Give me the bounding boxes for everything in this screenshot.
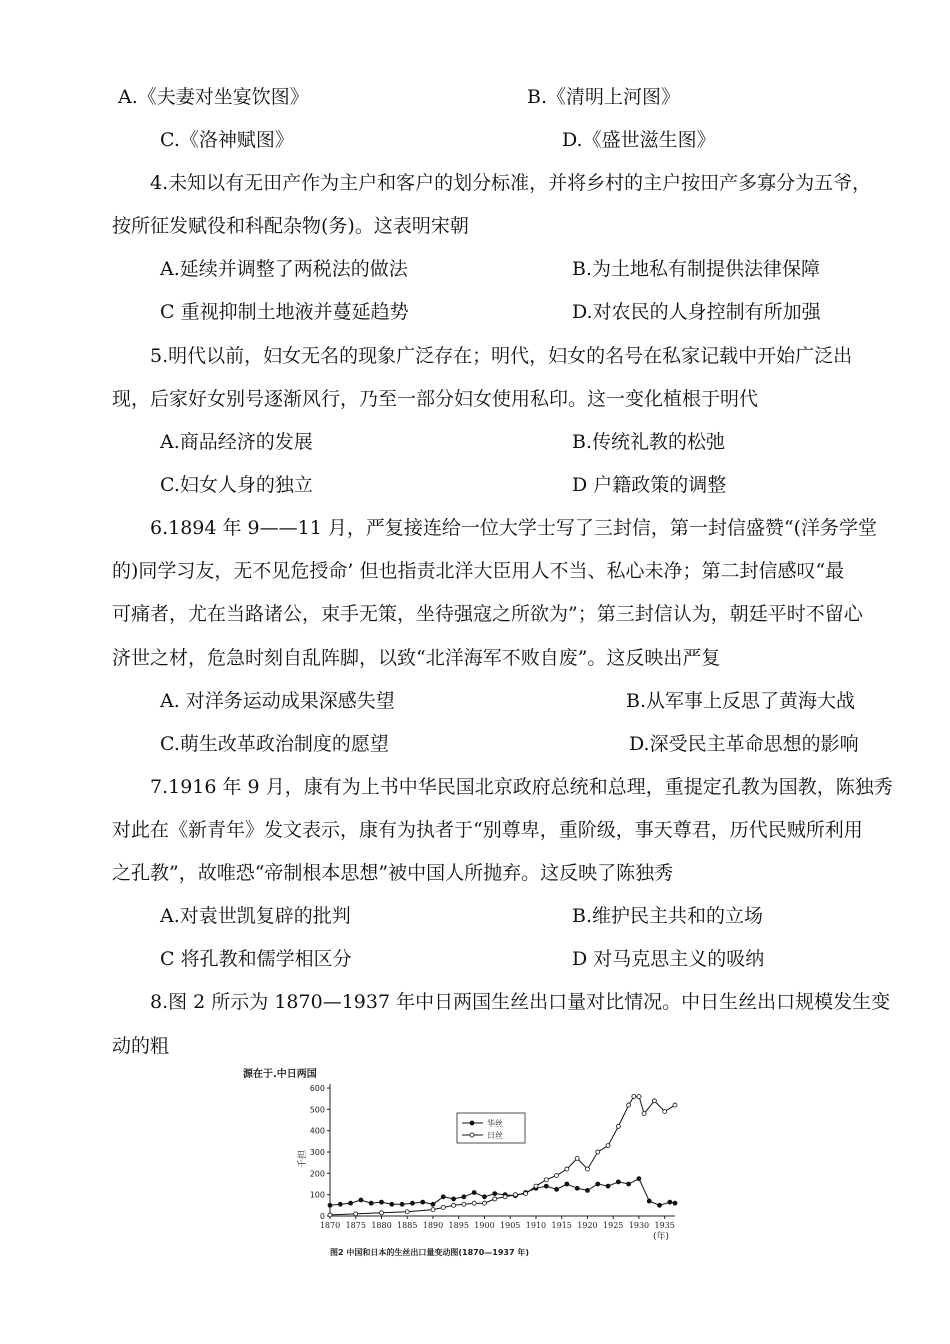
data-point (596, 1150, 600, 1154)
data-point (637, 1095, 641, 1099)
x-tick-label: 1915 (551, 1221, 572, 1230)
x-tick-label: 1935 (654, 1221, 675, 1230)
data-point (462, 1195, 466, 1199)
q3-option-a: A.《夫妻对坐宴饮图》 (118, 86, 309, 108)
data-point (524, 1192, 528, 1196)
silk-export-chart (235, 1063, 695, 1263)
q4-stem-line: 按所征发赋役和科配杂物(务)。这表明宋朝 (112, 215, 469, 237)
data-point (663, 1109, 667, 1113)
q5-stem-line: 现，后家好女别号逐渐风行，乃至一部分妇女使用私印。这一变化植根于明代 (112, 388, 759, 410)
data-point (431, 1202, 435, 1206)
data-point (544, 1178, 548, 1182)
y-tick-label: 100 (309, 1190, 325, 1200)
x-axis-label: (年) (653, 1232, 670, 1242)
x-tick-label: 1890 (422, 1221, 444, 1230)
data-point (379, 1211, 383, 1215)
x-tick-label: 1930 (628, 1221, 650, 1230)
data-point (452, 1203, 456, 1207)
data-point (359, 1198, 363, 1202)
x-tick-label: 1875 (345, 1221, 366, 1230)
data-point (565, 1167, 569, 1171)
data-point (585, 1188, 589, 1192)
q7-stem-line: 之孔教”，故唯恐“帝制根本思想”被中国人所抛弃。这反映了陈独秀 (112, 862, 674, 884)
data-point (642, 1112, 646, 1116)
data-point (472, 1201, 476, 1205)
data-point (462, 1202, 466, 1206)
q8-stem-line: 8.图 2 所示为 1870—1937 年中日两国生丝出口量对比情况。中日生丝出口规模发生变 (150, 991, 891, 1013)
chart-svg (235, 1063, 695, 1263)
data-point (658, 1203, 662, 1207)
data-point (575, 1186, 579, 1190)
q6-option-c: C.萌生改革政治制度的愿望 (160, 733, 389, 755)
data-point (354, 1212, 358, 1216)
q7-stem-line: 7.1916 年 9 月，康有为上书中华民国北京政府总统和总理，重提定孔教为国教，陈独秀 (150, 776, 893, 798)
y-axis-label: 千担 (298, 1149, 308, 1168)
x-tick-label: 1880 (371, 1221, 392, 1230)
x-tick-label: 1900 (474, 1221, 495, 1230)
data-point (575, 1156, 579, 1160)
data-point (627, 1103, 631, 1107)
data-point (431, 1208, 435, 1212)
data-point (555, 1187, 559, 1191)
q6-option-a: A. 对洋务运动成果深感失望 (160, 690, 395, 712)
data-point (616, 1180, 620, 1184)
x-tick-label: 1870 (319, 1221, 341, 1230)
data-point (482, 1201, 486, 1205)
y-tick-label: 200 (309, 1169, 325, 1179)
data-point (405, 1210, 409, 1214)
data-point (328, 1203, 332, 1207)
data-point (369, 1201, 373, 1205)
data-point (606, 1144, 610, 1148)
data-point (668, 1200, 672, 1204)
data-point (338, 1202, 342, 1206)
data-point (673, 1201, 677, 1205)
q5-option-d: D 户籍政策的调整 (572, 474, 727, 496)
data-point (349, 1201, 353, 1205)
q7-option-c: C 将孔教和儒学相区分 (160, 948, 352, 970)
q4-option-a: A.延续并调整了两税法的做法 (160, 258, 408, 280)
q5-option-a: A.商品经济的发展 (160, 431, 313, 453)
chart-title: 源在于.中日两国 (243, 1069, 317, 1080)
q7-option-a: A.对袁世凯复辟的批判 (160, 905, 351, 927)
data-point (673, 1103, 677, 1107)
q6-option-d: D.深受民主革命思想的影响 (629, 733, 859, 755)
data-point (596, 1182, 600, 1186)
figure-caption: 图2 中国和日本的生丝出口量变动图(1870—1937 年) (330, 1248, 529, 1257)
data-point (555, 1173, 559, 1177)
data-point (627, 1182, 631, 1186)
legend-label: 华丝 (487, 1119, 503, 1128)
legend-label: 日丝 (487, 1131, 503, 1140)
data-point (441, 1205, 445, 1209)
y-tick-label: 300 (309, 1148, 325, 1157)
y-tick-label: 400 (309, 1126, 325, 1136)
data-point (565, 1182, 569, 1186)
data-point (410, 1201, 414, 1205)
q6-option-b: B.从军事上反思了黄海大战 (626, 690, 856, 712)
q4-option-c: C 重视抑制土地液并蔓延趋势 (160, 301, 409, 323)
data-point (482, 1195, 486, 1199)
data-point (503, 1195, 507, 1199)
q5-option-b: B.传统礼教的松弛 (572, 431, 726, 453)
q3-option-d: D.《盛世滋生图》 (562, 129, 716, 151)
x-tick-label: 1925 (603, 1221, 624, 1230)
data-point (472, 1191, 476, 1195)
data-point (606, 1184, 610, 1188)
q6-stem-line: 可痛者，尤在当路诸公，束手无策，坐待强寇之所欲为”；第三封信认为，朝廷平时不留心 (112, 603, 863, 625)
data-point (647, 1199, 651, 1203)
data-point (652, 1099, 656, 1103)
data-point (513, 1193, 517, 1197)
x-tick-label: 1910 (525, 1221, 547, 1230)
q7-option-b: B.维护民主共和的立场 (572, 905, 764, 927)
legend-marker (470, 1121, 474, 1125)
data-point (493, 1197, 497, 1201)
x-tick-label: 1885 (397, 1221, 418, 1230)
data-point (400, 1202, 404, 1206)
q8-stem-line: 动的粗 (112, 1035, 170, 1057)
data-point (421, 1200, 425, 1204)
data-point (534, 1184, 538, 1188)
q7-option-d: D 对马克思主义的吸纳 (572, 948, 765, 970)
y-tick-label: 500 (309, 1105, 325, 1115)
data-point (493, 1192, 497, 1196)
data-point (441, 1195, 445, 1199)
q6-stem-line: 6.1894 年 9——11 月，严复接连给一位大学士写了三封信，第一封信盛赞“(洋务学堂 (150, 517, 877, 539)
data-point (632, 1095, 636, 1099)
data-point (328, 1213, 332, 1217)
y-tick-label: 0 (319, 1212, 325, 1221)
q5-option-c: C.妇女人身的独立 (160, 474, 313, 496)
x-tick-label: 1920 (577, 1221, 598, 1230)
q3-option-b: B.《清明上河图》 (527, 86, 681, 108)
q7-stem-line: 对此在《新青年》发文表示，康有为执者于“别尊卑，重阶级，事天尊君，历代民贼所利用 (112, 819, 863, 841)
data-point (390, 1202, 394, 1206)
data-point (616, 1124, 620, 1128)
data-point (637, 1177, 641, 1181)
q6-stem-line: 济世之材，危急时刻自乱阵脚，以致“北洋海军不败自废”。这反映出严复 (112, 647, 721, 669)
data-point (585, 1167, 589, 1171)
x-tick-label: 1905 (500, 1221, 521, 1230)
q5-stem-line: 5.明代以前，妇女无名的现象广泛存在；明代，妇女的名号在私家记载中开始广泛出 (150, 345, 853, 367)
data-point (544, 1184, 548, 1188)
y-tick-label: 600 (309, 1084, 325, 1093)
legend-marker (470, 1133, 474, 1137)
q4-stem-line: 4.未知以有无田产作为主户和客户的划分标准，并将乡村的主户按田产多寡分为五爷， (150, 172, 872, 194)
q6-stem-line: 的)同学习友，无不见危授命’ 但也指责北洋大臣用人不当、私心未净；第二封信感叹“最 (112, 560, 845, 582)
x-tick-label: 1895 (448, 1221, 469, 1230)
data-point (379, 1200, 383, 1204)
q4-option-b: B.为土地私有制提供法律保障 (572, 258, 821, 280)
data-point (452, 1197, 456, 1201)
q3-option-c: C.《洛神赋图》 (160, 129, 294, 151)
q4-option-d: D.对农民的人身控制有所加强 (572, 301, 821, 323)
